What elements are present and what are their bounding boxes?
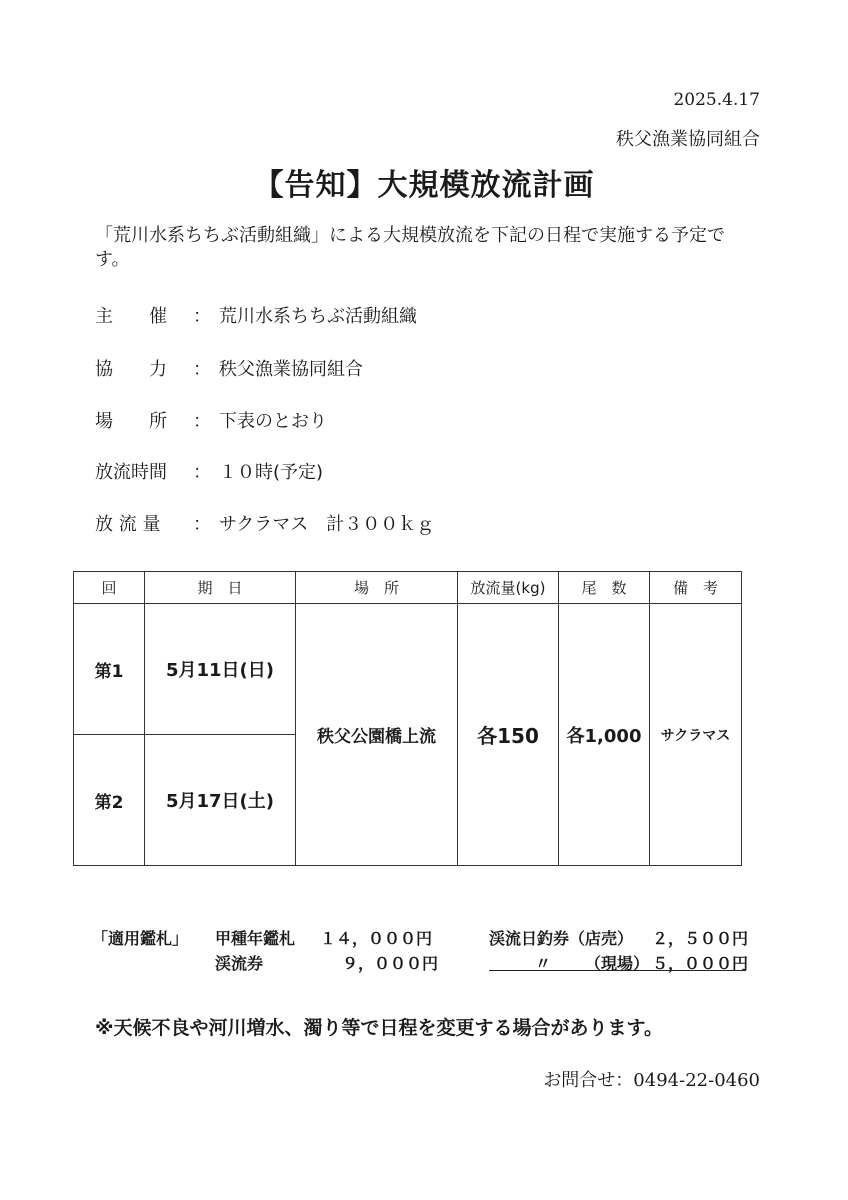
release-schedule-table: [73, 571, 742, 866]
day-ticket-store-name: 渓流日釣券（店売）: [489, 929, 634, 948]
day-ticket-site-price: ５，０００円: [652, 954, 749, 973]
day-ticket-site-name: （現場）: [585, 954, 650, 973]
cell-round: 第1: [74, 604, 145, 735]
document-date: 2025.4.17: [673, 90, 760, 110]
cell-amount: 各150: [458, 604, 559, 866]
info-value: １０時(予定): [219, 462, 324, 483]
header-round: 回: [74, 572, 145, 604]
cell-count: 各1,000: [559, 604, 650, 866]
info-row-organizer: [95, 302, 417, 328]
info-row-cooperation: [95, 355, 363, 381]
table-header-row: [74, 572, 742, 604]
header-count: 尾 数: [559, 572, 650, 604]
schedule-change-notice: ※天候不良や河川増水、濁り等で日程を変更する場合があります。: [95, 1017, 663, 1039]
stream-ticket-price: ９，０００円: [342, 954, 439, 973]
info-colon: ：: [193, 306, 211, 327]
cell-round: 第2: [74, 735, 145, 866]
cell-place: 秩父公園橋上流: [296, 604, 458, 866]
info-label: 放 流 量: [95, 514, 161, 535]
intro-text: 「荒川水系ちちぶ活動組織」による大規模放流を下記の日程で実施する予定です。: [95, 225, 725, 270]
cell-date: 5月11日(日): [145, 604, 296, 735]
issuing-organization: 秩父漁業協同組合: [616, 129, 760, 150]
header-note: 備 考: [650, 572, 742, 604]
info-colon: ：: [193, 462, 211, 483]
day-ticket-store-price: ２，５００円: [652, 929, 749, 948]
annual-license-price: １４，０００円: [320, 929, 433, 948]
info-row-amount: [95, 510, 434, 536]
info-row-time: [95, 458, 323, 484]
info-row-location: [95, 407, 327, 433]
info-label: 放流時間: [95, 462, 167, 483]
cell-date: 5月17日(土): [145, 735, 296, 866]
info-value: 秩父漁業協同組合: [219, 359, 363, 380]
info-colon: ：: [193, 359, 211, 380]
header-place: 場 所: [296, 572, 458, 604]
header-amount: 放流量(kg): [458, 572, 559, 604]
stream-ticket-name: 渓流券: [215, 954, 264, 973]
header-date: 期 日: [145, 572, 296, 604]
info-label: 協 力: [95, 359, 167, 380]
cell-note: サクラマス: [650, 604, 742, 866]
contact-info: お問合せ：0494-22-0460: [543, 1070, 760, 1091]
ditto-mark: 〃: [535, 954, 552, 973]
info-colon: ：: [193, 514, 211, 535]
info-label: 主 催: [95, 306, 167, 327]
info-value: サクラマス 計３００ｋｇ: [219, 514, 435, 535]
info-value: 荒川水系ちちぶ活動組織: [219, 306, 417, 327]
license-label: 「適用鑑札」: [92, 929, 189, 948]
info-colon: ：: [193, 411, 211, 432]
info-label: 場 所: [95, 411, 167, 432]
page-title: 【告知】大規模放流計画: [253, 168, 595, 203]
table-row: [74, 604, 742, 735]
annual-license-name: 甲種年鑑札: [215, 929, 296, 948]
fee-underline: [489, 970, 746, 971]
info-value: 下表のとおり: [219, 411, 327, 432]
